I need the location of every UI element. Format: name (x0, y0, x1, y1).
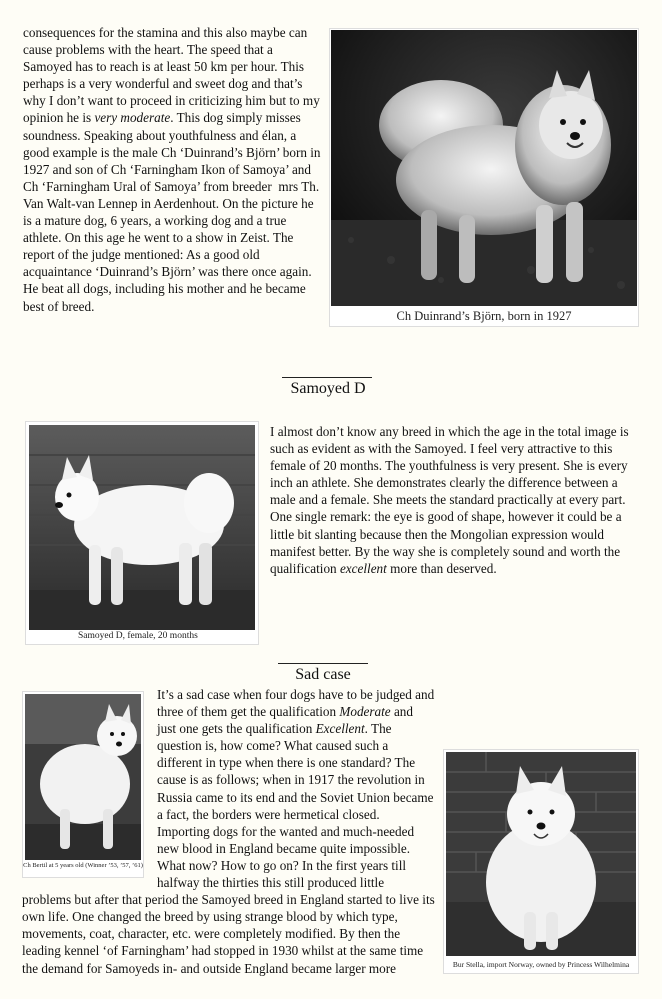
samoyed-standing-picture (331, 30, 637, 306)
photo-caption: Ch Duinrand’s Björn, born in 1927 (396, 309, 572, 323)
paragraph-duinrand-bjorn (23, 24, 324, 315)
photo-duinrand-bjorn (329, 28, 639, 327)
paragraph-samoyed-d (270, 423, 642, 577)
heading-samoyed-d: Samoyed D (290, 380, 366, 397)
float-spacer-left (22, 686, 157, 886)
samoyed-female-picture (29, 425, 255, 630)
paragraph-text: consequences for the stamina and this also maybe can cause problems with the heart. The speed that a Samoyed has to reach is at least 50 km per hour. This perhaps is a very wonderful and sweet dog and that’s why I don’t want to proceed in criticizing him but to my opinion he is very moderate. This dog simply misses soundness. Speaking about youthfulness and élan, a good example is the male Ch ‘Duinrand’s Björn’ born in 1927 and son of Ch ‘Farningham Ikon of Samoya’ and Ch ‘Farningham Ural of Samoya’ from breeder mrs Th. Van Walt-van Lennep in Aerdenhout. On the picture he is a mature dog, 6 years, a working dog and a true athlete. On this age he went to a show in Zeist. The report of the judge mentioned: As a good old acquaintance ‘Duinrand’s Björn’ was there once again. He beat all dogs, including his mother and he became best of breed. (23, 25, 321, 314)
paragraph-text: I almost don’t know any breed in which the age in the total image is such as evident as with the Samoyed. I feel very attractive to this female of 20 months. The youthfulness is very present. She is every inch an athlete. She demonstrates clearly the difference between a male and a female. She meets the standard practically at every part. One single remark: the eye is good of shape, however it could be a little bit slanting because then the Mongolian expression would manifest better. By the way she is completely sound and worth the qualification excellent more than deserved. (270, 424, 629, 576)
heading-rule (282, 377, 372, 378)
photo-caption: Ch Bertil at 5 years old (Winner ’53, ’57, ’61) (23, 862, 143, 869)
photo-caption: Bur Stella, import Norway, owned by Princess Wilhelmina (452, 960, 630, 969)
paragraph-text: It’s a sad case when four dogs have to be judged and three of them get the qualification Moderate and just one gets the qualification Excellent. The question is, how come? What caused such a different in type when there is one standard? The cause is as follows; when in 1917 the revolution in Russia came to its end and the Soviet Union became a fact, the borders were hermetical closed. Importing dogs for the wanted and much-needed new blood in England became quite impossible. What now? How to go on? In the first years till halfway the thirties this still produced little problems but after that period the Samoyed breed in England started to live its own life. One changed the breed by using strange blood by which type, movements, coat, character, etc. were completely modified. By then the leading kennel ‘of Farningham’ had stopped in 1930 whilst at the same time the demand for Samoyeds in- and outside England became larger more (22, 687, 435, 976)
photo-caption: Samoyed D, female, 20 months (78, 631, 198, 641)
photo-bur-stella (443, 749, 639, 974)
samoyed-sitting-picture (446, 752, 636, 956)
dog-photo-image (29, 425, 255, 630)
heading-rule (278, 663, 368, 664)
dog-photo-image (446, 752, 636, 956)
photo-samoyed-d (25, 421, 259, 645)
dog-photo-image (331, 30, 637, 306)
heading-sad-case: Sad case (295, 666, 351, 683)
